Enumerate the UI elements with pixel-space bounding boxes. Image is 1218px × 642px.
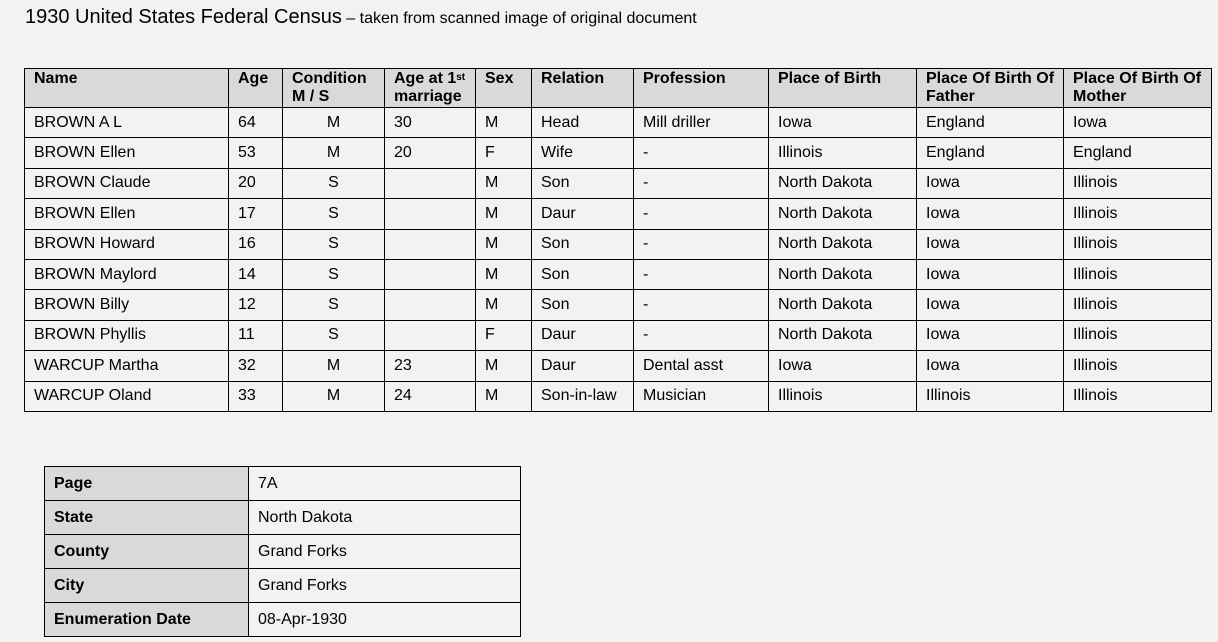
cell-place-of-birth-father: Iowa [917,290,1064,320]
cell-place-of-birth-father: Iowa [917,168,1064,198]
info-value: Grand Forks [249,535,521,569]
cell-age: 64 [229,108,283,138]
cell-name: BROWN Phyllis [25,320,229,350]
info-row [45,569,521,603]
cell-age-at-first-marriage: 20 [385,138,476,168]
table-row [25,229,1212,259]
info-value: 7A [249,467,521,501]
header-profession: Profession [634,69,769,108]
cell-age: 12 [229,290,283,320]
cell-place-of-birth-father: England [917,108,1064,138]
cell-place-of-birth-father: England [917,138,1064,168]
cell-name: BROWN Claude [25,168,229,198]
info-row [45,467,521,501]
info-value: 08-Apr-1930 [249,603,521,637]
cell-place-of-birth: North Dakota [769,168,917,198]
cell-age: 11 [229,320,283,350]
cell-place-of-birth-mother: England [1064,138,1212,168]
cell-relation: Daur [532,320,634,350]
header-place-of-birth: Place of Birth [769,69,917,108]
cell-sex: M [476,199,532,229]
census-table [24,68,1212,412]
cell-profession: - [634,168,769,198]
info-value: Grand Forks [249,569,521,603]
cell-age-at-first-marriage [385,259,476,289]
header-condition: Condition M / S [283,69,385,108]
cell-place-of-birth-mother: Illinois [1064,199,1212,229]
cell-place-of-birth-mother: Illinois [1064,259,1212,289]
cell-relation: Daur [532,351,634,381]
cell-name: BROWN Ellen [25,138,229,168]
table-row [25,168,1212,198]
cell-age-at-first-marriage: 24 [385,381,476,411]
cell-condition: S [283,320,385,350]
info-label: Page [45,467,249,501]
info-label: County [45,535,249,569]
cell-sex: M [476,108,532,138]
header-place-of-birth-father: Place Of Birth Of Father [917,69,1064,108]
cell-place-of-birth: North Dakota [769,199,917,229]
census-body [25,108,1212,412]
cell-place-of-birth: North Dakota [769,229,917,259]
table-row [25,108,1212,138]
cell-profession: Dental asst [634,351,769,381]
cell-age-at-first-marriage [385,168,476,198]
cell-place-of-birth-mother: Illinois [1064,351,1212,381]
cell-age: 17 [229,199,283,229]
cell-name: BROWN Ellen [25,199,229,229]
cell-age-at-first-marriage [385,320,476,350]
table-row [25,259,1212,289]
cell-place-of-birth: North Dakota [769,320,917,350]
cell-profession: Mill driller [634,108,769,138]
census-header-row [25,69,1212,108]
record-info-table [44,466,521,637]
header-name: Name [25,69,229,108]
cell-condition: M [283,108,385,138]
cell-sex: M [476,290,532,320]
cell-condition: S [283,168,385,198]
table-row [25,290,1212,320]
cell-place-of-birth: North Dakota [769,290,917,320]
cell-name: WARCUP Martha [25,351,229,381]
info-row [45,535,521,569]
cell-place-of-birth-father: Iowa [917,259,1064,289]
table-row [25,199,1212,229]
cell-sex: F [476,320,532,350]
cell-name: WARCUP Oland [25,381,229,411]
cell-sex: M [476,351,532,381]
cell-relation: Son [532,259,634,289]
cell-age: 33 [229,381,283,411]
cell-place-of-birth-mother: Illinois [1064,320,1212,350]
cell-name: BROWN A L [25,108,229,138]
cell-age: 32 [229,351,283,381]
cell-relation: Son [532,168,634,198]
cell-place-of-birth: Illinois [769,138,917,168]
cell-place-of-birth-mother: Illinois [1064,381,1212,411]
info-label: Enumeration Date [45,603,249,637]
info-value: North Dakota [249,501,521,535]
cell-profession: - [634,229,769,259]
cell-age-at-first-marriage: 23 [385,351,476,381]
table-row [25,320,1212,350]
info-row [45,501,521,535]
cell-place-of-birth-mother: Iowa [1064,108,1212,138]
cell-age: 53 [229,138,283,168]
cell-place-of-birth-father: Iowa [917,229,1064,259]
cell-name: BROWN Maylord [25,259,229,289]
cell-sex: F [476,138,532,168]
cell-place-of-birth-father: Iowa [917,199,1064,229]
table-row [25,138,1212,168]
cell-place-of-birth: Iowa [769,351,917,381]
cell-sex: M [476,381,532,411]
cell-place-of-birth-mother: Illinois [1064,168,1212,198]
cell-age-at-first-marriage [385,229,476,259]
cell-profession: - [634,320,769,350]
cell-profession: - [634,199,769,229]
cell-relation: Son [532,290,634,320]
record-info-body [45,467,521,637]
cell-sex: M [476,259,532,289]
cell-relation: Son [532,229,634,259]
cell-age: 14 [229,259,283,289]
cell-place-of-birth: Iowa [769,108,917,138]
cell-name: BROWN Howard [25,229,229,259]
table-row [25,381,1212,411]
cell-place-of-birth-mother: Illinois [1064,290,1212,320]
cell-condition: S [283,290,385,320]
document-title [25,6,697,29]
cell-sex: M [476,229,532,259]
table-row [25,351,1212,381]
cell-condition: M [283,381,385,411]
cell-profession: Musician [634,381,769,411]
cell-name: BROWN Billy [25,290,229,320]
cell-profession: - [634,259,769,289]
cell-relation: Daur [532,199,634,229]
cell-sex: M [476,168,532,198]
cell-age-at-first-marriage [385,199,476,229]
cell-relation: Son-in-law [532,381,634,411]
cell-condition: M [283,138,385,168]
cell-place-of-birth-father: Illinois [917,381,1064,411]
header-relation: Relation [532,69,634,108]
cell-place-of-birth-father: Iowa [917,351,1064,381]
cell-relation: Wife [532,138,634,168]
cell-place-of-birth-father: Iowa [917,320,1064,350]
cell-profession: - [634,290,769,320]
cell-relation: Head [532,108,634,138]
cell-condition: S [283,199,385,229]
info-row [45,603,521,637]
cell-profession: - [634,138,769,168]
header-age: Age [229,69,283,108]
info-label: City [45,569,249,603]
info-label: State [45,501,249,535]
title-main: 1930 United States Federal Census [25,6,342,28]
cell-age: 20 [229,168,283,198]
title-subtitle: – taken from scanned image of original document [341,10,697,27]
cell-condition: S [283,229,385,259]
cell-age: 16 [229,229,283,259]
cell-age-at-first-marriage: 30 [385,108,476,138]
cell-age-at-first-marriage [385,290,476,320]
cell-condition: M [283,351,385,381]
cell-place-of-birth-mother: Illinois [1064,229,1212,259]
header-place-of-birth-mother: Place Of Birth Of Mother [1064,69,1212,108]
header-age-at-first-marriage: Age at 1st marriage [385,69,476,108]
cell-place-of-birth: North Dakota [769,259,917,289]
cell-condition: S [283,259,385,289]
header-sex: Sex [476,69,532,108]
cell-place-of-birth: Illinois [769,381,917,411]
